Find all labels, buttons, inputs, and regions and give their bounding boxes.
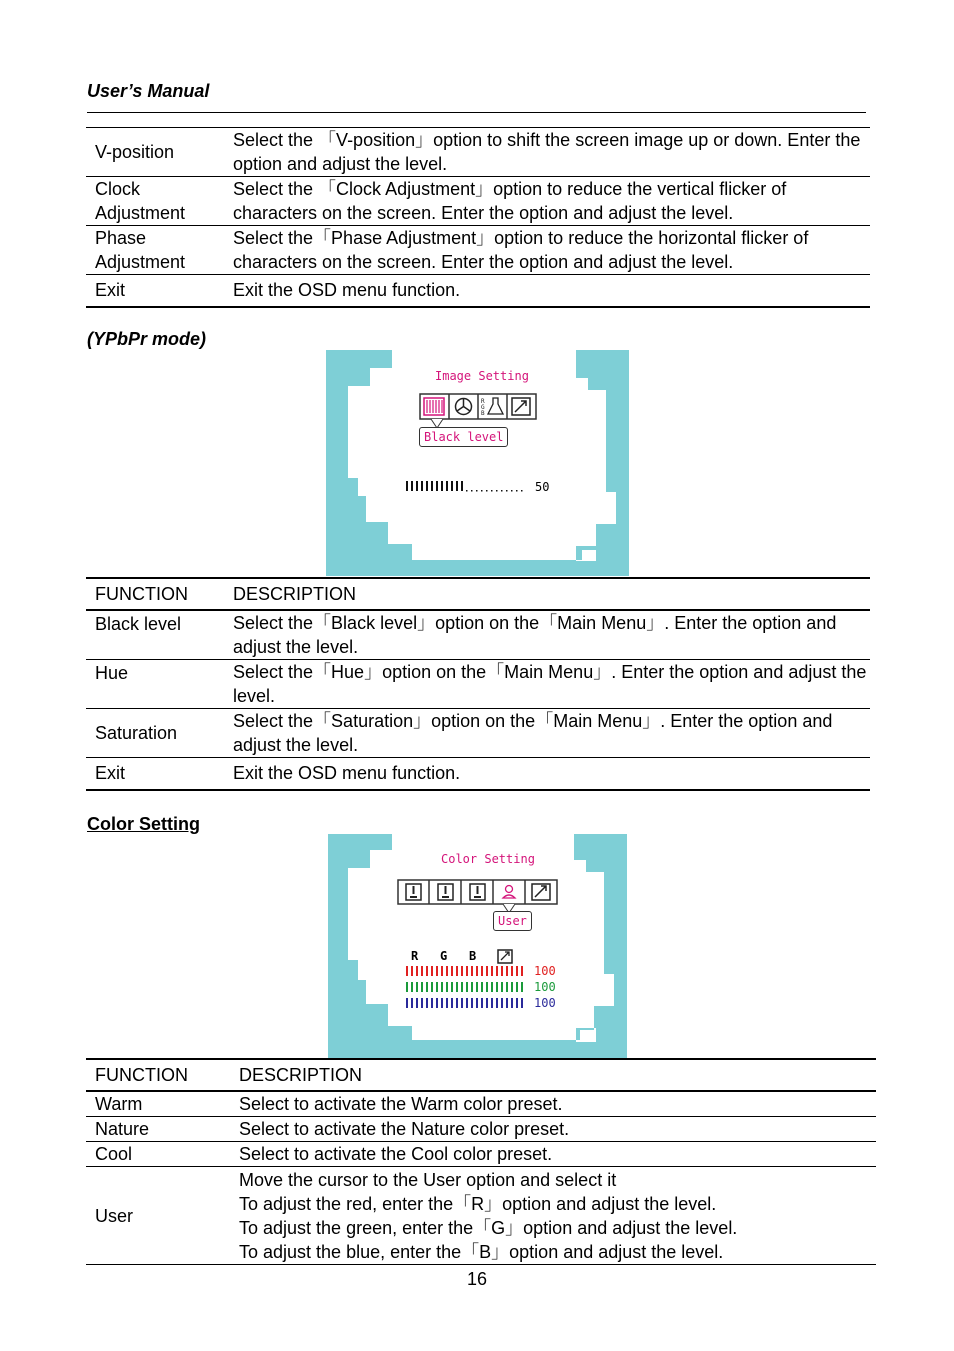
function-cell: Saturation [95,723,178,743]
description-cell: Exit the OSD menu function. [233,280,461,301]
level-tick-g [446,982,448,992]
level-tick-empty [491,490,493,492]
level-tick-r [441,966,443,976]
description-cell: Select to activate the Cool color preset. [239,1144,553,1164]
description-cell: Select to activate the Nature color preset. [239,1119,570,1139]
level-tick-r [461,966,463,976]
user-line: To adjust the red, enter the「R」option and adjust the level. [239,1193,717,1214]
function-cell: Black level [95,614,182,634]
color-setting-osd [328,834,627,1058]
level-tick-filled [441,481,443,491]
level-tick-filled [451,481,453,491]
level-tick-b [496,998,498,1008]
level-tick-g [476,982,478,992]
level-tick-r [476,966,478,976]
level-tick-r [496,966,498,976]
user-line: To adjust the blue, enter the「B」option and adjust the level. [239,1241,724,1262]
function-cell: Exit [95,763,126,784]
level-tick-b [406,998,408,1008]
level-tick-b [436,998,438,1008]
level-tick-empty [486,490,488,492]
level-tick-b [461,998,463,1008]
level-tick-g [406,982,408,992]
warm-icon [406,884,421,900]
page-header-title: User’s Manual [87,81,210,101]
table-row [86,660,870,709]
table-row [86,177,870,226]
channel-value-r: 100 [534,964,556,978]
level-tick-b [466,998,468,1008]
table-row [86,1142,876,1167]
level-tick-g [471,982,473,992]
level-tick-g [431,982,433,992]
level-tick-b [476,998,478,1008]
level-tick-r [411,966,413,976]
table-row [86,1091,876,1117]
nature-icon [438,884,453,900]
svg-text:G: G [481,404,485,411]
user-line: Move the cursor to the User option and select it [239,1169,617,1190]
level-tick-b [511,998,513,1008]
level-tick-b [516,998,518,1008]
level-tick-b [411,998,413,1008]
osd-title: Color Setting [441,852,535,866]
function-header: FUNCTION [95,584,188,604]
color-setting-function-table [86,1058,876,1265]
level-tick-r [481,966,483,976]
level-tick-r [516,966,518,976]
level-tick-g [506,982,508,992]
level-tick-r [406,966,408,976]
level-tick-r [491,966,493,976]
level-tick-b [456,998,458,1008]
table-row [86,275,870,307]
level-tick-empty [506,490,508,492]
function-cell: Phase Adjustment [95,228,186,272]
level-tick-r [451,966,453,976]
table-row [86,610,870,660]
function-cell: V-position [95,142,175,162]
level-tick-filled [436,481,438,491]
level-tick-r [426,966,428,976]
table-header-row [86,578,870,610]
level-tick-filled [421,481,423,491]
description-cell: Select the「Saturation」option on the「Main Menu」. Enter the option and adjust the level. [233,711,833,755]
level-tick-r [446,966,448,976]
level-tick-g [461,982,463,992]
function-cell: User [95,1205,134,1226]
level-tick-empty [466,490,468,492]
level-tick-g [521,982,523,992]
description-cell: Select the 「V-position」option to shift the screen image up or down. Enter the option and adjust the level. [233,130,861,174]
level-tick-filled [411,481,413,491]
ypbpr-function-table [86,577,870,791]
channel-value-b: 100 [534,996,556,1010]
level-tick-b [421,998,423,1008]
level-tick-g [481,982,483,992]
level-tick-g [496,982,498,992]
table-row [86,1117,876,1142]
function-header: FUNCTION [95,1065,188,1085]
osd-title: Image Setting [435,369,529,383]
level-tick-r [431,966,433,976]
level-tick-g [451,982,453,992]
level-tick-b [431,998,433,1008]
channel-label-g: G [440,949,448,963]
function-cell: Nature [95,1119,150,1139]
level-tick-empty [521,490,523,492]
level-tick-g [421,982,423,992]
description-cell: Select the「Black level」option on the「Main Menu」. Enter the option and adjust the level. [233,613,837,657]
level-tick-b [446,998,448,1008]
level-tick-g [411,982,413,992]
level-tick-empty [471,490,473,492]
description-cell: Select the「Phase Adjustment」option to reduce the horizontal flicker of characters on the screen. Enter the option and adjust the level. [233,228,809,272]
svg-text:B: B [481,410,485,417]
function-table-1 [86,127,870,308]
level-tick-r [506,966,508,976]
level-tick-r [416,966,418,976]
osd-icon-row [398,880,557,904]
level-tick-g [516,982,518,992]
table-row [86,1167,876,1265]
level-tick-b [426,998,428,1008]
ypbpr-section-label: (YPbPr mode) [87,329,207,349]
image-setting-osd [326,350,629,576]
level-tick-g [486,982,488,992]
rgb-exit-icon [498,950,512,963]
level-tick-g [456,982,458,992]
level-tick-r [521,966,523,976]
level-tick-r [511,966,513,976]
table-row [86,709,870,758]
level-tick-empty [501,490,503,492]
level-tick-b [441,998,443,1008]
channel-label-r: R [411,949,419,963]
level-tick-r [436,966,438,976]
user-line: To adjust the green, enter the「G」option and adjust the level. [239,1217,738,1238]
osd-selected-label: User [493,911,532,931]
function-cell: Cool [95,1144,133,1164]
level-tick-empty [511,490,513,492]
description-cell: Select to activate the Warm color preset. [239,1094,563,1114]
level-tick-filled [431,481,433,491]
osd-selected-label: Black level [419,427,508,447]
level-tick-r [486,966,488,976]
level-tick-r [421,966,423,976]
table-row [86,758,870,790]
description-cell: Select the「Hue」option on the「Main Menu」. Enter the option and adjust the level. [233,662,867,706]
color-setting-section-label: Color Setting [87,814,200,834]
level-tick-g [511,982,513,992]
level-tick-b [481,998,483,1008]
level-tick-b [471,998,473,1008]
svg-text:R: R [481,398,485,405]
description-cell: Select the 「Clock Adjustment」option to reduce the vertical flicker of characters on the screen. Enter the option and adjust the level. [233,179,787,223]
level-tick-g [441,982,443,992]
level-tick-r [466,966,468,976]
table-row [86,226,870,275]
level-tick-filled [426,481,428,491]
level-tick-filled [406,481,408,491]
function-cell: Exit [95,280,126,301]
description-cell [239,1167,876,1265]
function-cell: Warm [95,1094,143,1114]
level-tick-empty [476,490,478,492]
exit-icon [532,884,550,900]
level-tick-g [466,982,468,992]
level-tick-empty [481,490,483,492]
exit-icon [512,398,530,415]
function-cell: Hue [95,663,129,683]
level-tick-b [521,998,523,1008]
level-tick-g [491,982,493,992]
function-cell: Clock Adjustment [95,179,186,223]
level-tick-filled [416,481,418,491]
level-tick-b [416,998,418,1008]
channel-label-b: B [469,949,477,963]
table-header-row [86,1059,876,1091]
level-tick-b [501,998,503,1008]
osd-level-value: 50 [535,480,550,494]
level-tick-b [506,998,508,1008]
level-tick-r [471,966,473,976]
hue-icon [456,399,472,415]
header-rule [87,112,866,113]
level-tick-filled [461,481,463,491]
level-tick-empty [496,490,498,492]
level-tick-filled [446,481,448,491]
level-tick-g [436,982,438,992]
description-header: DESCRIPTION [239,1065,363,1085]
black-level-icon [424,398,444,415]
level-tick-r [501,966,503,976]
level-tick-g [501,982,503,992]
level-tick-g [426,982,428,992]
level-tick-b [491,998,493,1008]
level-tick-empty [516,490,518,492]
level-tick-g [416,982,418,992]
osd-icon-row [420,394,536,419]
description-header: DESCRIPTION [233,584,357,604]
table-row [86,128,870,177]
cool-icon [470,884,485,900]
channel-value-g: 100 [534,980,556,994]
level-tick-b [451,998,453,1008]
level-tick-b [486,998,488,1008]
page-number: 16 [466,1269,488,1289]
description-cell: Exit the OSD menu function. [233,763,461,784]
level-tick-r [456,966,458,976]
level-tick-filled [456,481,458,491]
